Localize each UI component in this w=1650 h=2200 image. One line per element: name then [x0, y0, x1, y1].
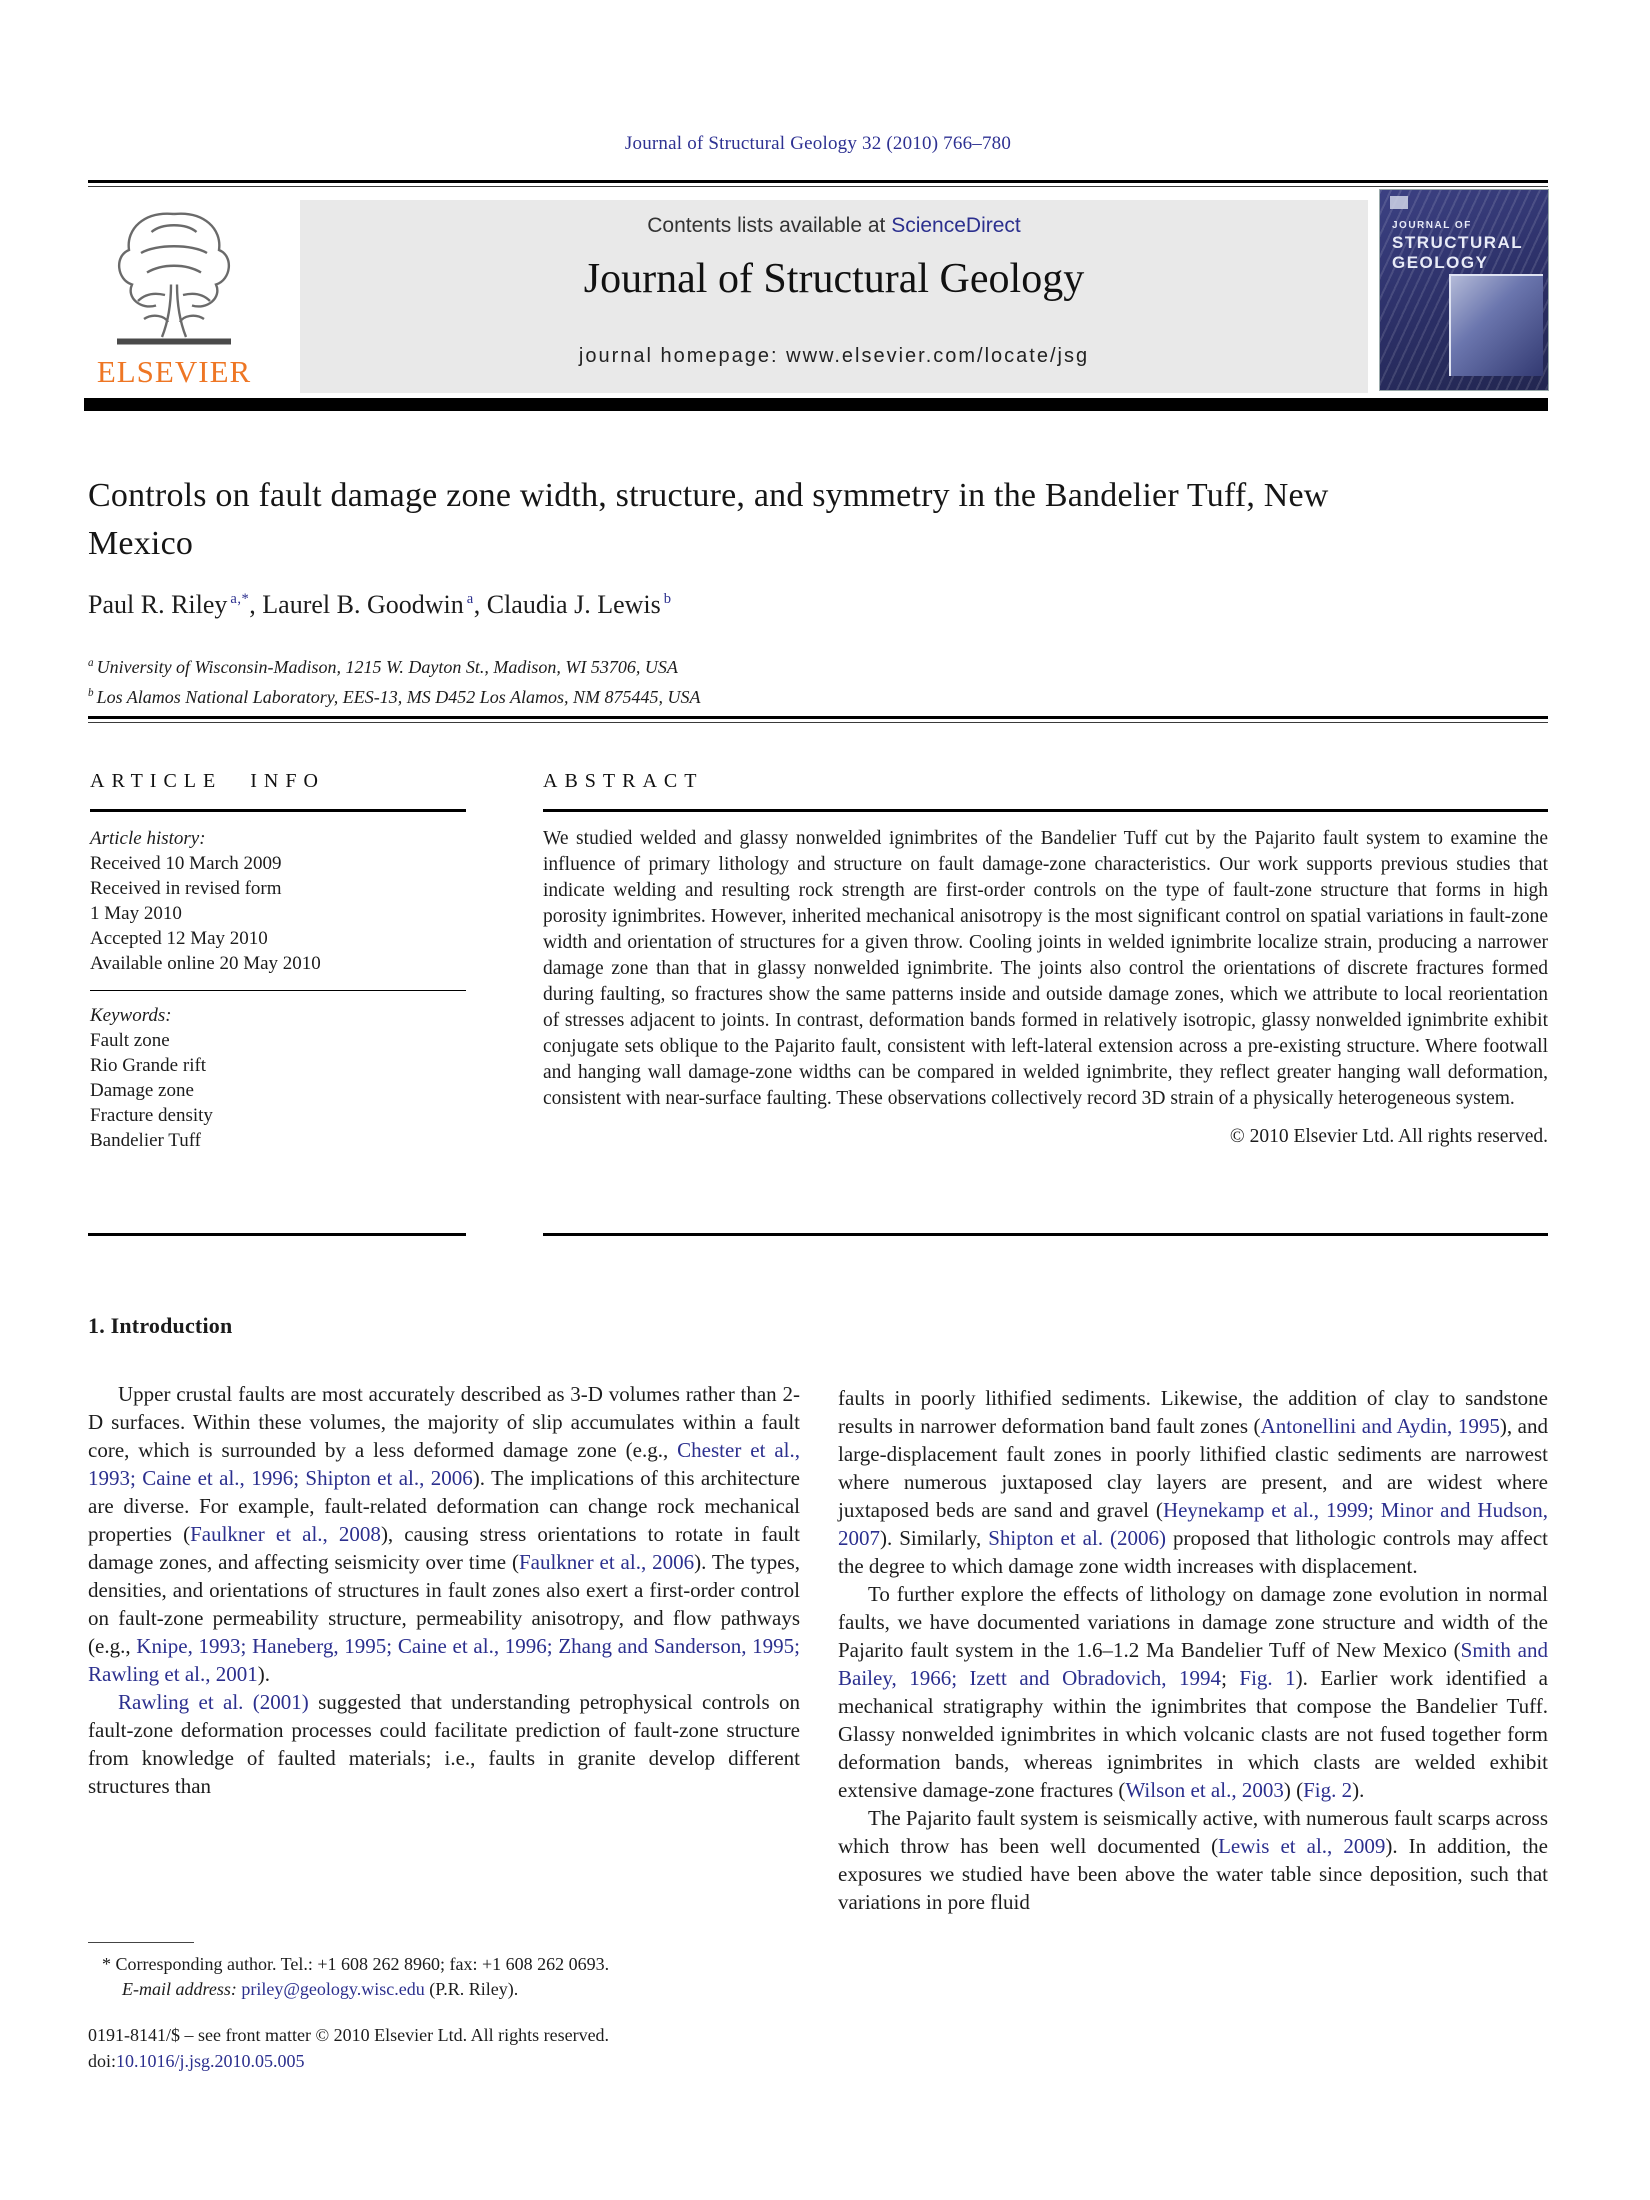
text-segment: Los Alamos National Laboratory, EES-13, MS D452 Los Alamos, NM 875445, USA [96, 687, 701, 707]
elsevier-wordmark: ELSEVIER [96, 354, 252, 389]
text-segment: ). Similarly, [880, 1526, 989, 1550]
abstract-text: We studied welded and glassy nonwelded ignimbrites of the Bandelier Tuff cut by the Pajarito fault system to examine the influence of primary lithology and structure on fault damage-zone characteristics. Our work supports previous studies that indicate welding and resulting rock strength are first-order controls on the type of fault-zone structure that forms in high porosity ignimbrites. However, inherited mechanical anisotropy is the most significant control on spatial variations in fault-zone width and orientation of structures for a given throw. Cooling joints in welded ignimbrite localize strain, producing a narrower damage zone than that in glassy nonwelded ignimbrite. The joints also control the orientations of discrete fractures formed during faulting, so fractures show the same patterns inside and outside damage zones, which we attribute to local reorientation of stresses adjacent to joints. In contrast, deformation bands formed in relatively isotropic, glassy nonwelded ignimbrite exhibit conjugate sets oblique to the Pajarito fault, consistent with left-lateral extension across a pre-existing structure. Where footwall and hanging wall damage-zone widths can be compared in welded ignimbrite, they reflect greater hanging wall deformation, consistent with near-surface faulting. These observations collectively record 3D strain of a physically heterogeneous system. [543, 828, 1548, 1109]
header-citation: Journal of Structural Geology 32 (2010) 766–780 [624, 133, 1012, 154]
history-item: Received 10 March 2009 [90, 853, 282, 874]
text-segment: a [466, 591, 474, 608]
keywords-label: Keywords: [90, 1005, 172, 1026]
text-segment: ), causing stress orientations to rotate in fault damage zones, and affecting seismicity over time ( [88, 1522, 800, 1574]
keywords-divider-rule [90, 990, 466, 991]
body-paragraph [838, 1804, 1548, 1916]
affiliation-a [88, 650, 1388, 680]
inline-link[interactable]: Smith and Bailey, 1966; Izett and Obradovich, 1994 [838, 1638, 1548, 1690]
history-item: Accepted 12 May 2010 [90, 928, 268, 949]
text-segment: ; [1221, 1666, 1240, 1690]
body-column-left [88, 1312, 800, 1800]
footnote-rule [88, 1942, 194, 1943]
text-segment: ). The implications of this architecture are diverse. For example, fault-related deformation can change rock mechanical properties ( [88, 1466, 800, 1546]
article-info-rule [90, 809, 466, 812]
body-column-right [838, 1384, 1548, 1916]
history-item: 1 May 2010 [90, 903, 182, 924]
text-segment: ) ( [1283, 1778, 1304, 1802]
inline-link[interactable]: Fig. 1 [1239, 1666, 1296, 1690]
corresponding-author-footnote [88, 1942, 768, 2002]
abstract-heading: ABSTRACT [543, 770, 704, 792]
footnote-email-line [88, 1977, 768, 2002]
journal-cover-thumbnail[interactable] [1380, 190, 1548, 390]
text-segment: Paul R. Riley [88, 590, 228, 619]
text-segment: b [88, 687, 94, 699]
affiliations [88, 650, 1388, 710]
abstract-bottom-rule [543, 1233, 1548, 1236]
text-segment: , Laurel B. Goodwin [249, 590, 464, 619]
inline-link[interactable]: priley@geology.wisc.edu [241, 1979, 425, 1999]
article-info-heading: ARTICLE INFO [90, 770, 325, 792]
text-segment: a [88, 657, 94, 669]
abstract-rule [543, 809, 1548, 812]
banner-journal-title: Journal of Structural Geology [583, 256, 1085, 302]
text-segment: proposed that lithologic controls may affect the degree to which damage zone width increases with displacement. [838, 1526, 1549, 1578]
inline-link[interactable]: ScienceDirect [891, 214, 1021, 237]
text-segment: Contents lists available at [647, 214, 892, 237]
imprint-footer [88, 2022, 768, 2074]
article-info-section [90, 770, 466, 1153]
text-segment: ). [257, 1662, 270, 1686]
keyword-item: Fault zone [90, 1030, 170, 1051]
text-segment: doi: [88, 2051, 117, 2071]
text-segment: a,* [230, 591, 250, 608]
header-top-rule [88, 180, 1548, 187]
inline-link[interactable]: Fig. 2 [1303, 1778, 1353, 1802]
inline-link[interactable]: 10.1016/j.jsg.2010.05.005 [116, 2051, 305, 2071]
text-segment: faults in poorly lithified sediments. Likewise, the addition of clay to sandstone results in narrower deformation band fault zones ( [838, 1386, 1548, 1438]
footnote-line [88, 1952, 768, 1977]
inline-link[interactable]: Shipton et al. (2006) [988, 1526, 1167, 1550]
body-paragraph [838, 1580, 1548, 1804]
journal-homepage-link[interactable]: journal homepage: www.elsevier.com/locate/jsg [578, 345, 1090, 367]
cover-title-line: GEOLOGY [1392, 253, 1489, 272]
body-paragraph [88, 1380, 800, 1688]
inline-link[interactable]: Faulkner et al., 2008 [190, 1522, 381, 1546]
inline-link[interactable]: Heynekamp et al., 1999; Minor and Hudson, 2007 [838, 1498, 1548, 1550]
abstract-section [543, 770, 1548, 1148]
text-segment: b [663, 591, 672, 608]
elsevier-tree-icon [99, 202, 249, 352]
text-segment: (P.R. Riley). [424, 1979, 519, 1999]
inline-link[interactable]: Knipe, 1993; Haneberg, 1995; Caine et al., 1996; Zhang and Sanderson, 1995; Rawling et al., 2001 [88, 1634, 800, 1686]
affiliation-b [88, 680, 1388, 710]
text-segment: ). The types, densities, and orientations of structures in fault zones also exert a first-order control on fault-zone permeability structure, permeability anisotropy, and flow pathways (e.g., [88, 1550, 800, 1658]
text-segment: ). Earlier work identified a mechanical stratigraphy within the ignimbrites that compose the Bandelier Tuff. Glassy nonwelded ignimbrites in which volcanic clasts are not fused together form deformation bands, whereas ignimbrites in which clasts are welded exhibit extensive damage-zone fractures ( [838, 1666, 1548, 1802]
text-segment: University of Wisconsin-Madison, 1215 W. Dayton St., Madison, WI 53706, USA [96, 657, 678, 677]
cover-inset-image [1449, 274, 1543, 376]
abstract-copyright: © 2010 Elsevier Ltd. All rights reserved. [1229, 1126, 1548, 1147]
text-segment: To further explore the effects of lithology on damage zone evolution in normal faults, we have documented variations in damage zone structure and width of the Pajarito fault system in the 1.6–1.2 Ma Bandelier Tuff of New Mexico ( [838, 1582, 1548, 1662]
keyword-item: Bandelier Tuff [90, 1130, 202, 1151]
doi-line [88, 2048, 768, 2074]
cover-title [1392, 220, 1523, 273]
journal-banner [300, 200, 1368, 393]
title-divider-rule [88, 716, 1548, 723]
info-bottom-rule [88, 1233, 466, 1236]
cover-title-line: STRUCTURAL [1392, 233, 1524, 252]
text-segment: The Pajarito fault system is seismically active, with numerous fault scarps across which throw has been well documented ( [838, 1806, 1548, 1858]
contents-availability-line [300, 214, 1368, 238]
article-history-label: Article history: [90, 828, 206, 849]
author-line [88, 590, 1388, 620]
body-paragraph [88, 1688, 800, 1800]
section-heading-introduction: 1. Introduction [88, 1313, 233, 1338]
issn-line: 0191-8141/$ – see front matter © 2010 Elsevier Ltd. All rights reserved. [88, 2025, 610, 2045]
text-segment: suggested that understanding petrophysical controls on fault-zone deformation processes could facilitate prediction of fault-zone structure from knowledge of faulted materials; i.e., faults in granite develop different structures than [88, 1690, 800, 1798]
text-segment: , Claudia J. Lewis [473, 590, 661, 619]
cover-logo-chip [1390, 196, 1408, 209]
cover-title-line: JOURNAL OF [1392, 220, 1472, 231]
inline-link[interactable]: Antonellini and Aydin, 1995 [1260, 1414, 1500, 1438]
article-title: Controls on fault damage zone width, structure, and symmetry in the Bandelier Tuff, New Mexico [88, 477, 1329, 562]
keyword-item: Fracture density [90, 1105, 213, 1126]
history-item: Available online 20 May 2010 [90, 953, 321, 974]
inline-link[interactable]: Wilson et al., 2003 [1125, 1778, 1284, 1802]
keyword-item: Damage zone [90, 1080, 194, 1101]
inline-link[interactable]: Faulkner et al., 2006 [518, 1550, 695, 1574]
body-paragraph [838, 1384, 1548, 1580]
keyword-item: Rio Grande rift [90, 1055, 207, 1076]
inline-link[interactable]: Rawling et al. (2001) [118, 1690, 309, 1714]
text-segment: ), and large-displacement fault zones in poorly lithified clastic sediments are narrowest where numerous juxtaposed clay layers are present, and are widest where juxtaposed beds are sand and gravel ( [838, 1414, 1548, 1522]
history-item: Received in revised form [90, 878, 282, 899]
text-segment: ). [1352, 1778, 1365, 1802]
text-segment: * Corresponding author. Tel.: +1 608 262 8960; fax: +1 608 262 0693. [102, 1954, 610, 1974]
inline-link[interactable]: Lewis et al., 2009 [1218, 1834, 1386, 1858]
banner-black-bar [84, 398, 1548, 411]
text-segment: E-mail address: [122, 1979, 242, 1999]
text-segment: ). In addition, the exposures we studied have been above the water table since deposition, such that variations in pore fluid [838, 1834, 1548, 1914]
text-segment: Upper crustal faults are most accurately described as 3-D volumes rather than 2-D surfaces. Within these volumes, the majority of slip accumulates within a fault core, which is surrounded by a less deformed damage zone (e.g., [88, 1382, 800, 1462]
inline-link[interactable]: Chester et al., 1993; Caine et al., 1996; Shipton et al., 2006 [88, 1438, 800, 1490]
elsevier-logo [74, 202, 274, 394]
